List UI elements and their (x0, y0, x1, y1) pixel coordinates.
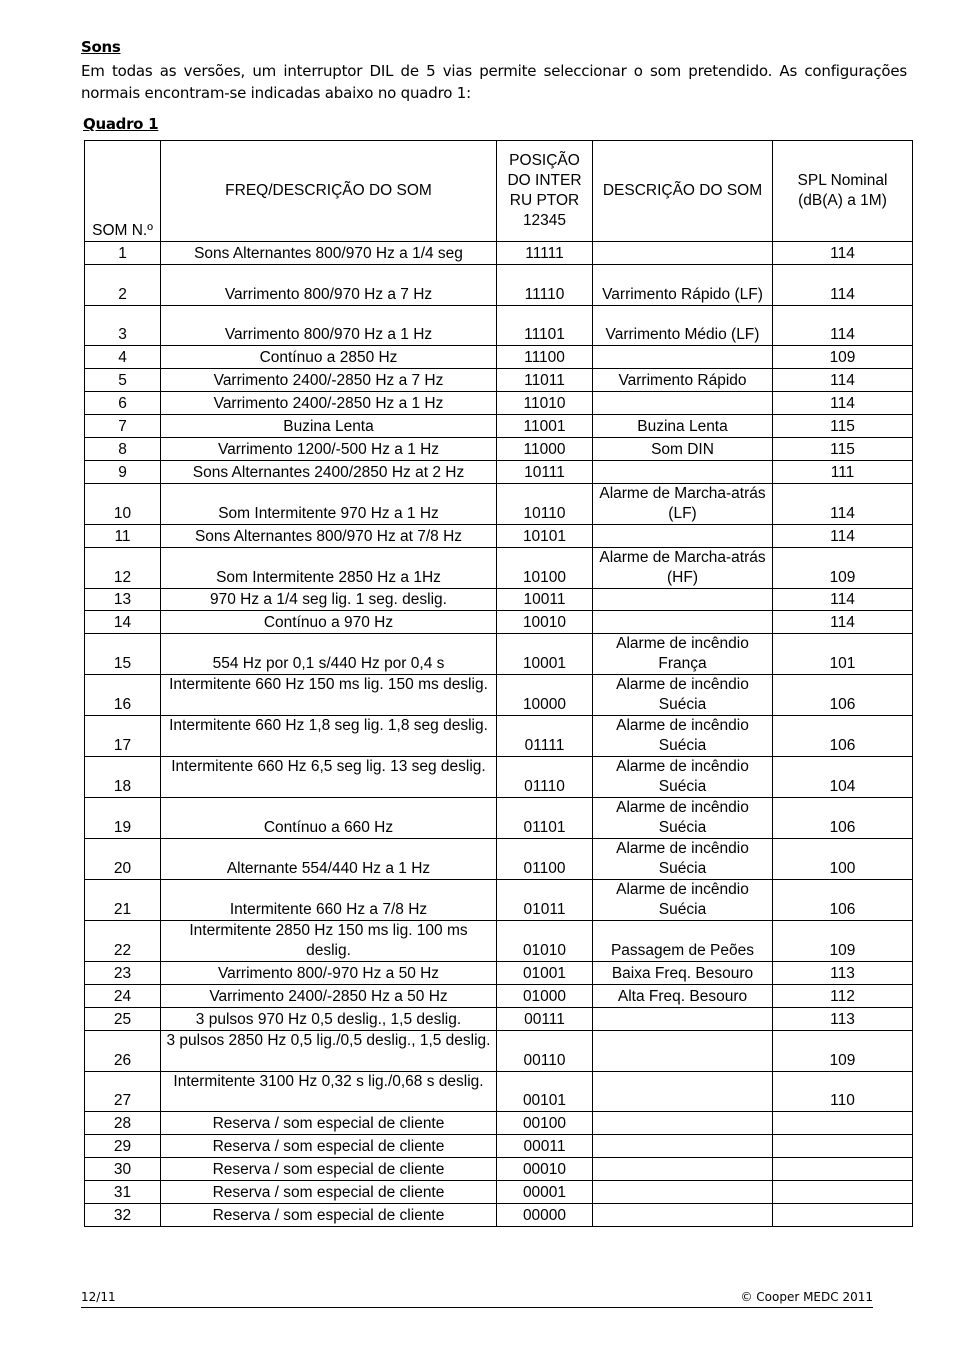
table-row (85, 414, 913, 437)
header-sound-number: SOM N.º (85, 141, 161, 242)
cell-sound-description (593, 392, 773, 415)
sounds-table (84, 140, 913, 1227)
cell-frequency-description: 3 pulsos 2850 Hz 0,5 lig./0,5 deslig., 1,5 deslig. (161, 1030, 497, 1071)
cell-sound-description (593, 1008, 773, 1031)
cell-switch-position: 10100 (497, 547, 593, 588)
cell-nominal-spl: 114 (773, 305, 913, 346)
cell-nominal-spl (773, 1181, 913, 1204)
cell-sound-number: 24 (85, 985, 161, 1008)
table-row (85, 1008, 913, 1031)
cell-sound-number: 30 (85, 1158, 161, 1181)
table-row (85, 264, 913, 305)
cell-sound-number: 21 (85, 880, 161, 921)
cell-frequency-description: Intermitente 2850 Hz 150 ms lig. 100 ms deslig. (161, 921, 497, 962)
cell-frequency-description: Reserva / som especial de cliente (161, 1135, 497, 1158)
cell-switch-position: 00101 (497, 1071, 593, 1112)
header-sound-description: DESCRIÇÃO DO SOM (593, 141, 773, 242)
cell-nominal-spl: 109 (773, 1030, 913, 1071)
cell-sound-description: Alarme de incêndio Suécia (593, 675, 773, 716)
cell-frequency-description: Intermitente 660 Hz 1,8 seg lig. 1,8 seg deslig. (161, 716, 497, 757)
cell-switch-position: 01011 (497, 880, 593, 921)
cell-nominal-spl (773, 1158, 913, 1181)
cell-nominal-spl: 106 (773, 798, 913, 839)
footer-divider (81, 1307, 873, 1308)
cell-frequency-description: Som Intermitente 970 Hz a 1 Hz (161, 483, 497, 524)
table-row (85, 880, 913, 921)
cell-nominal-spl: 114 (773, 611, 913, 634)
table-row (85, 634, 913, 675)
cell-frequency-description: Reserva / som especial de cliente (161, 1112, 497, 1135)
cell-frequency-description: Varrimento 1200/-500 Hz a 1 Hz (161, 437, 497, 460)
cell-nominal-spl: 104 (773, 757, 913, 798)
cell-nominal-spl: 100 (773, 839, 913, 880)
table-row (85, 369, 913, 392)
table-row (85, 985, 913, 1008)
cell-nominal-spl (773, 1203, 913, 1226)
cell-sound-number: 29 (85, 1135, 161, 1158)
cell-nominal-spl: 114 (773, 242, 913, 265)
cell-sound-number: 8 (85, 437, 161, 460)
table-body (85, 242, 913, 1227)
cell-sound-description (593, 1203, 773, 1226)
cell-sound-number: 31 (85, 1181, 161, 1204)
table-header-row (85, 141, 913, 242)
cell-sound-number: 10 (85, 483, 161, 524)
cell-frequency-description: 970 Hz a 1/4 seg lig. 1 seg. deslig. (161, 588, 497, 611)
cell-sound-number: 15 (85, 634, 161, 675)
cell-nominal-spl: 112 (773, 985, 913, 1008)
table-row (85, 483, 913, 524)
table-row (85, 547, 913, 588)
cell-frequency-description: Som Intermitente 2850 Hz a 1Hz (161, 547, 497, 588)
cell-sound-description (593, 1158, 773, 1181)
cell-sound-description (593, 1030, 773, 1071)
cell-nominal-spl: 109 (773, 921, 913, 962)
table-row (85, 524, 913, 547)
cell-sound-number: 17 (85, 716, 161, 757)
cell-nominal-spl (773, 1135, 913, 1158)
cell-sound-description: Alarme de Marcha-atrás (LF) (593, 483, 773, 524)
table-row (85, 921, 913, 962)
cell-sound-description (593, 1112, 773, 1135)
cell-frequency-description: Reserva / som especial de cliente (161, 1203, 497, 1226)
table-row (85, 588, 913, 611)
cell-sound-description: Alarme de incêndio Suécia (593, 798, 773, 839)
cell-switch-position: 00001 (497, 1181, 593, 1204)
table-row (85, 242, 913, 265)
cell-nominal-spl: 109 (773, 547, 913, 588)
cell-frequency-description: Buzina Lenta (161, 414, 497, 437)
cell-sound-description: Varrimento Rápido (LF) (593, 264, 773, 305)
cell-sound-number: 1 (85, 242, 161, 265)
footer-copyright: © Cooper MEDC 2011 (740, 1290, 873, 1304)
cell-sound-number: 2 (85, 264, 161, 305)
cell-frequency-description: Varrimento 800/970 Hz a 1 Hz (161, 305, 497, 346)
cell-switch-position: 11111 (497, 242, 593, 265)
cell-nominal-spl: 114 (773, 588, 913, 611)
cell-switch-position: 10101 (497, 524, 593, 547)
cell-nominal-spl: 106 (773, 675, 913, 716)
table-row (85, 1030, 913, 1071)
cell-sound-description (593, 588, 773, 611)
cell-sound-number: 12 (85, 547, 161, 588)
cell-frequency-description: Reserva / som especial de cliente (161, 1181, 497, 1204)
cell-nominal-spl: 114 (773, 392, 913, 415)
cell-switch-position: 00011 (497, 1135, 593, 1158)
table-row (85, 962, 913, 985)
cell-nominal-spl: 111 (773, 460, 913, 483)
cell-sound-number: 18 (85, 757, 161, 798)
cell-nominal-spl: 109 (773, 346, 913, 369)
cell-frequency-description: Contínuo a 970 Hz (161, 611, 497, 634)
cell-frequency-description: Intermitente 660 Hz 150 ms lig. 150 ms deslig. (161, 675, 497, 716)
cell-switch-position: 11000 (497, 437, 593, 460)
cell-nominal-spl: 114 (773, 524, 913, 547)
cell-sound-description (593, 1181, 773, 1204)
cell-frequency-description: Varrimento 2400/-2850 Hz a 50 Hz (161, 985, 497, 1008)
cell-nominal-spl: 113 (773, 962, 913, 985)
cell-frequency-description: Varrimento 800/-970 Hz a 50 Hz (161, 962, 497, 985)
cell-sound-number: 32 (85, 1203, 161, 1226)
cell-sound-number: 11 (85, 524, 161, 547)
header-frequency-description: FREQ/DESCRIÇÃO DO SOM (161, 141, 497, 242)
cell-sound-description (593, 1071, 773, 1112)
cell-sound-description: Alta Freq. Besouro (593, 985, 773, 1008)
table-row (85, 460, 913, 483)
cell-frequency-description: Alternante 554/440 Hz a 1 Hz (161, 839, 497, 880)
cell-sound-description: Alarme de incêndio Suécia (593, 716, 773, 757)
table-caption: Quadro 1 (83, 115, 159, 133)
cell-frequency-description: Varrimento 2400/-2850 Hz a 1 Hz (161, 392, 497, 415)
cell-sound-description: Baixa Freq. Besouro (593, 962, 773, 985)
cell-switch-position: 10011 (497, 588, 593, 611)
cell-sound-description (593, 460, 773, 483)
cell-switch-position: 10000 (497, 675, 593, 716)
cell-sound-description: Som DIN (593, 437, 773, 460)
intro-paragraph (81, 60, 907, 104)
cell-switch-position: 10001 (497, 634, 593, 675)
cell-switch-position: 00000 (497, 1203, 593, 1226)
cell-nominal-spl: 106 (773, 716, 913, 757)
cell-frequency-description: Contínuo a 660 Hz (161, 798, 497, 839)
cell-sound-description: Varrimento Rápido (593, 369, 773, 392)
cell-nominal-spl: 115 (773, 414, 913, 437)
cell-sound-number: 7 (85, 414, 161, 437)
cell-sound-number: 13 (85, 588, 161, 611)
cell-frequency-description: Contínuo a 2850 Hz (161, 346, 497, 369)
cell-sound-number: 22 (85, 921, 161, 962)
cell-switch-position: 11110 (497, 264, 593, 305)
cell-switch-position: 11100 (497, 346, 593, 369)
cell-switch-position: 11010 (497, 392, 593, 415)
table-row (85, 757, 913, 798)
cell-switch-position: 01001 (497, 962, 593, 985)
cell-switch-position: 10111 (497, 460, 593, 483)
footer-date: 12/11 (81, 1290, 116, 1304)
cell-sound-description: Passagem de Peões (593, 921, 773, 962)
cell-sound-description (593, 346, 773, 369)
cell-switch-position: 11011 (497, 369, 593, 392)
cell-switch-position: 11101 (497, 305, 593, 346)
section-heading: Sons (81, 38, 121, 56)
table-row (85, 305, 913, 346)
cell-frequency-description: Sons Alternantes 800/970 Hz a 1/4 seg (161, 242, 497, 265)
cell-nominal-spl: 114 (773, 369, 913, 392)
table-row (85, 437, 913, 460)
cell-switch-position: 01010 (497, 921, 593, 962)
cell-frequency-description: 3 pulsos 970 Hz 0,5 deslig., 1,5 deslig. (161, 1008, 497, 1031)
cell-sound-number: 3 (85, 305, 161, 346)
cell-sound-number: 25 (85, 1008, 161, 1031)
cell-nominal-spl: 114 (773, 264, 913, 305)
cell-sound-description (593, 1135, 773, 1158)
table-row (85, 716, 913, 757)
cell-switch-position: 01000 (497, 985, 593, 1008)
cell-sound-number: 9 (85, 460, 161, 483)
cell-frequency-description: Sons Alternantes 2400/2850 Hz at 2 Hz (161, 460, 497, 483)
table-row (85, 1135, 913, 1158)
cell-sound-number: 6 (85, 392, 161, 415)
cell-nominal-spl: 115 (773, 437, 913, 460)
cell-sound-number: 28 (85, 1112, 161, 1135)
cell-sound-description: Buzina Lenta (593, 414, 773, 437)
table-row (85, 1181, 913, 1204)
table-row (85, 1203, 913, 1226)
cell-switch-position: 00110 (497, 1030, 593, 1071)
cell-sound-number: 16 (85, 675, 161, 716)
cell-nominal-spl: 114 (773, 483, 913, 524)
cell-frequency-description: Sons Alternantes 800/970 Hz at 7/8 Hz (161, 524, 497, 547)
header-switch-position: POSIÇÃO DO INTERRU PTOR 12345 (497, 141, 593, 242)
cell-switch-position: 11001 (497, 414, 593, 437)
cell-frequency-description: Intermitente 660 Hz 6,5 seg lig. 13 seg deslig. (161, 757, 497, 798)
table-row (85, 675, 913, 716)
cell-nominal-spl: 106 (773, 880, 913, 921)
cell-sound-description (593, 242, 773, 265)
cell-frequency-description: Varrimento 2400/-2850 Hz a 7 Hz (161, 369, 497, 392)
cell-sound-description: Alarme de incêndio Suécia (593, 880, 773, 921)
table-row (85, 392, 913, 415)
cell-sound-number: 14 (85, 611, 161, 634)
cell-sound-description: Alarme de incêndio França (593, 634, 773, 675)
cell-nominal-spl: 110 (773, 1071, 913, 1112)
cell-sound-number: 20 (85, 839, 161, 880)
cell-switch-position: 00010 (497, 1158, 593, 1181)
cell-frequency-description: Reserva / som especial de cliente (161, 1158, 497, 1181)
table-row (85, 1158, 913, 1181)
cell-switch-position: 10010 (497, 611, 593, 634)
cell-switch-position: 01101 (497, 798, 593, 839)
cell-nominal-spl: 101 (773, 634, 913, 675)
cell-frequency-description: 554 Hz por 0,1 s/440 Hz por 0,4 s (161, 634, 497, 675)
cell-switch-position: 01110 (497, 757, 593, 798)
cell-switch-position: 00111 (497, 1008, 593, 1031)
table-row (85, 1071, 913, 1112)
cell-sound-number: 27 (85, 1071, 161, 1112)
header-nominal-spl: SPL Nominal (dB(A) a 1M) (773, 141, 913, 242)
table-row (85, 1112, 913, 1135)
cell-sound-description: Alarme de incêndio Suécia (593, 839, 773, 880)
cell-switch-position: 01111 (497, 716, 593, 757)
table-row (85, 346, 913, 369)
cell-sound-description: Alarme de Marcha-atrás (HF) (593, 547, 773, 588)
cell-sound-number: 26 (85, 1030, 161, 1071)
cell-sound-description (593, 524, 773, 547)
table-row (85, 839, 913, 880)
cell-nominal-spl: 113 (773, 1008, 913, 1031)
cell-frequency-description: Varrimento 800/970 Hz a 7 Hz (161, 264, 497, 305)
cell-frequency-description: Intermitente 660 Hz a 7/8 Hz (161, 880, 497, 921)
cell-frequency-description: Intermitente 3100 Hz 0,32 s lig./0,68 s deslig. (161, 1071, 497, 1112)
cell-switch-position: 10110 (497, 483, 593, 524)
table-row (85, 798, 913, 839)
cell-sound-number: 23 (85, 962, 161, 985)
table-row (85, 611, 913, 634)
cell-sound-number: 5 (85, 369, 161, 392)
cell-sound-description: Varrimento Médio (LF) (593, 305, 773, 346)
cell-sound-description: Alarme de incêndio Suécia (593, 757, 773, 798)
cell-sound-description (593, 611, 773, 634)
cell-nominal-spl (773, 1112, 913, 1135)
cell-sound-number: 4 (85, 346, 161, 369)
cell-switch-position: 01100 (497, 839, 593, 880)
cell-switch-position: 00100 (497, 1112, 593, 1135)
cell-sound-number: 19 (85, 798, 161, 839)
intro-text: Em todas as versões, um interruptor DIL de 5 vias permite seleccionar o som pretendido. As configurações normais encontram-se indicadas abaixo no quadro 1: (81, 62, 907, 102)
